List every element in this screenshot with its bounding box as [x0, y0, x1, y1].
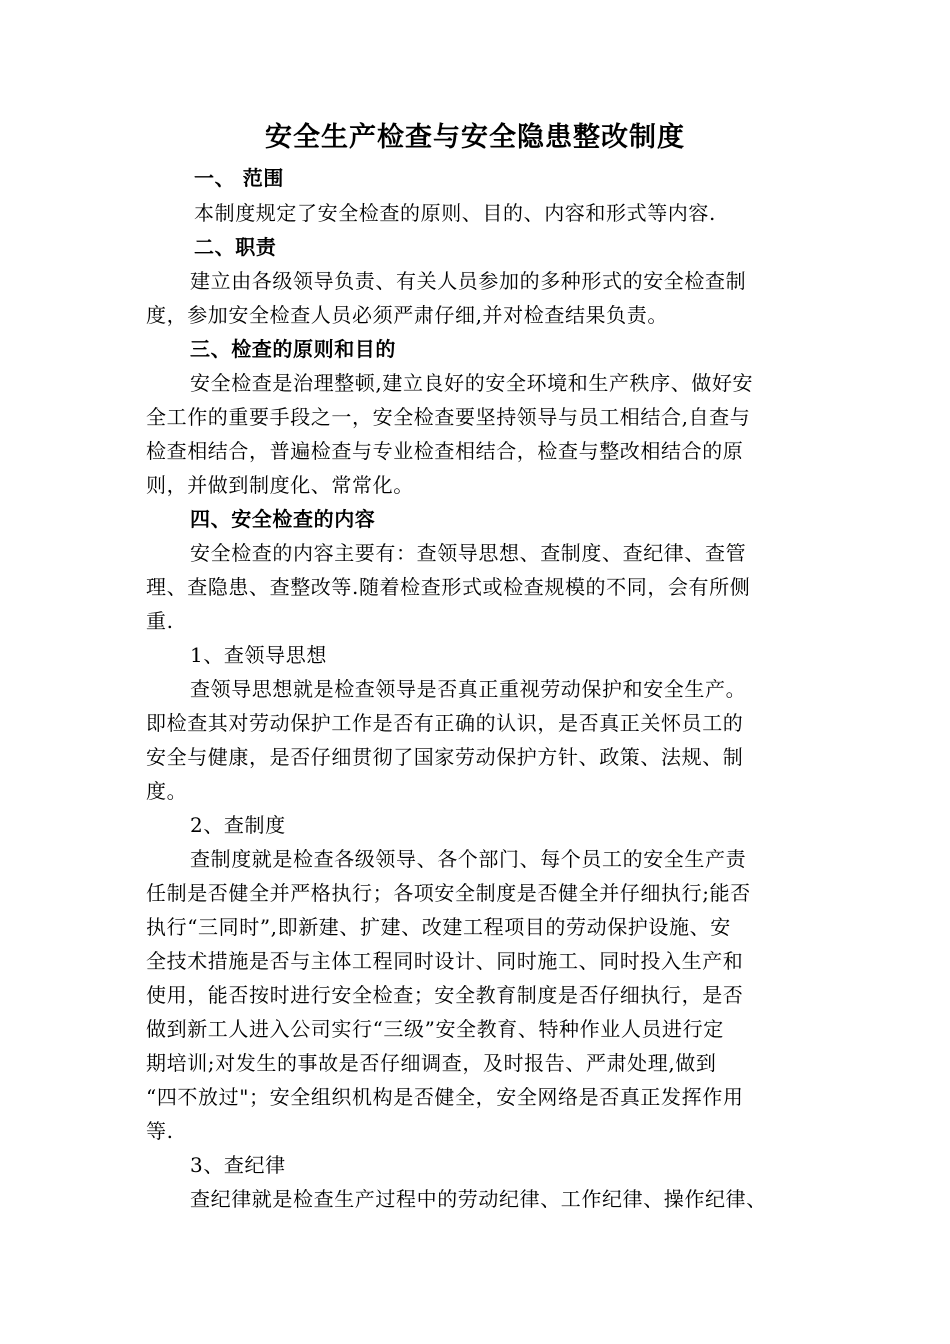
paragraph-line: 检查相结合，普遍检查与专业检查相结合，检查与整改相结合的原 — [146, 439, 744, 463]
paragraph-line: “四不放过"；安全组织机构是否健全，安全网络是否真正发挥作用 — [146, 1085, 744, 1109]
paragraph-line: 则，并做到制度化、常常化。 — [146, 473, 414, 497]
subsection-heading: 3、查纪律 — [190, 1153, 286, 1177]
subsection-heading: 2、查制度 — [190, 813, 286, 837]
document-title: 安全生产检查与安全隐患整改制度 — [265, 122, 685, 153]
paragraph-line: 等. — [146, 1119, 174, 1143]
paragraph-line: 度。 — [146, 779, 188, 803]
paragraph-line: 建立由各级领导负责、有关人员参加的多种形式的安全检查制 — [190, 269, 747, 293]
paragraph-line: 查纪律就是检查生产过程中的劳动纪律、工作纪律、操作纪律、 — [190, 1187, 767, 1211]
section-heading-content: 四、安全检查的内容 — [190, 507, 376, 531]
paragraph-line: 安全与健康，是否仔细贯彻了国家劳动保护方针、政策、法规、制 — [146, 745, 744, 769]
paragraph-line: 即检查其对劳动保护工作是否有正确的认识，是否真正关怀员工的 — [146, 711, 744, 735]
paragraph-line: 查制度就是检查各级领导、各个部门、每个员工的安全生产责 — [190, 847, 747, 871]
section-heading-scope: 一、 范围 — [194, 166, 284, 190]
paragraph-line: 做到新工人进入公司实行“三级”安全教育、特种作业人员进行定 — [146, 1017, 724, 1041]
paragraph-line: 安全检查的内容主要有：查领导思想、查制度、查纪律、查管 — [190, 541, 747, 565]
paragraph-line: 使用，能否按时进行安全检查；安全教育制度是否仔细执行，是否 — [146, 983, 744, 1007]
subsection-heading: 1、查领导思想 — [190, 643, 327, 667]
paragraph-line: 理、查隐患、查整改等.随着检查形式或检查规模的不同，会有所侧 — [146, 575, 751, 599]
paragraph-line: 全技术措施是否与主体工程同时设计、同时施工、同时投入生产和 — [146, 949, 744, 973]
paragraph-line: 任制是否健全并严格执行；各项安全制度是否健全并仔细执行;能否 — [146, 881, 751, 905]
paragraph-line: 全工作的重要手段之一，安全检查要坚持领导与员工相结合,自查与 — [146, 405, 751, 429]
paragraph-line: 度，参加安全检查人员必须严肃仔细,并对检查结果负责。 — [146, 303, 668, 327]
paragraph-line: 本制度规定了安全检查的原则、目的、内容和形式等内容. — [194, 201, 716, 225]
paragraph-line: 查领导思想就是检查领导是否真正重视劳动保护和安全生产。 — [190, 677, 747, 701]
section-heading-duties: 二、职责 — [194, 235, 277, 259]
paragraph-line: 重. — [146, 609, 174, 633]
paragraph-line: 安全检查是治理整顿,建立良好的安全环境和生产秩序、做好安 — [190, 371, 754, 395]
section-heading-principles: 三、检查的原则和目的 — [190, 337, 396, 361]
paragraph-line: 期培训;对发生的事故是否仔细调查，及时报告、严肃处理,做到 — [146, 1051, 717, 1075]
paragraph-line: 执行“三同时”,即新建、扩建、改建工程项目的劳动保护设施、安 — [146, 915, 731, 939]
